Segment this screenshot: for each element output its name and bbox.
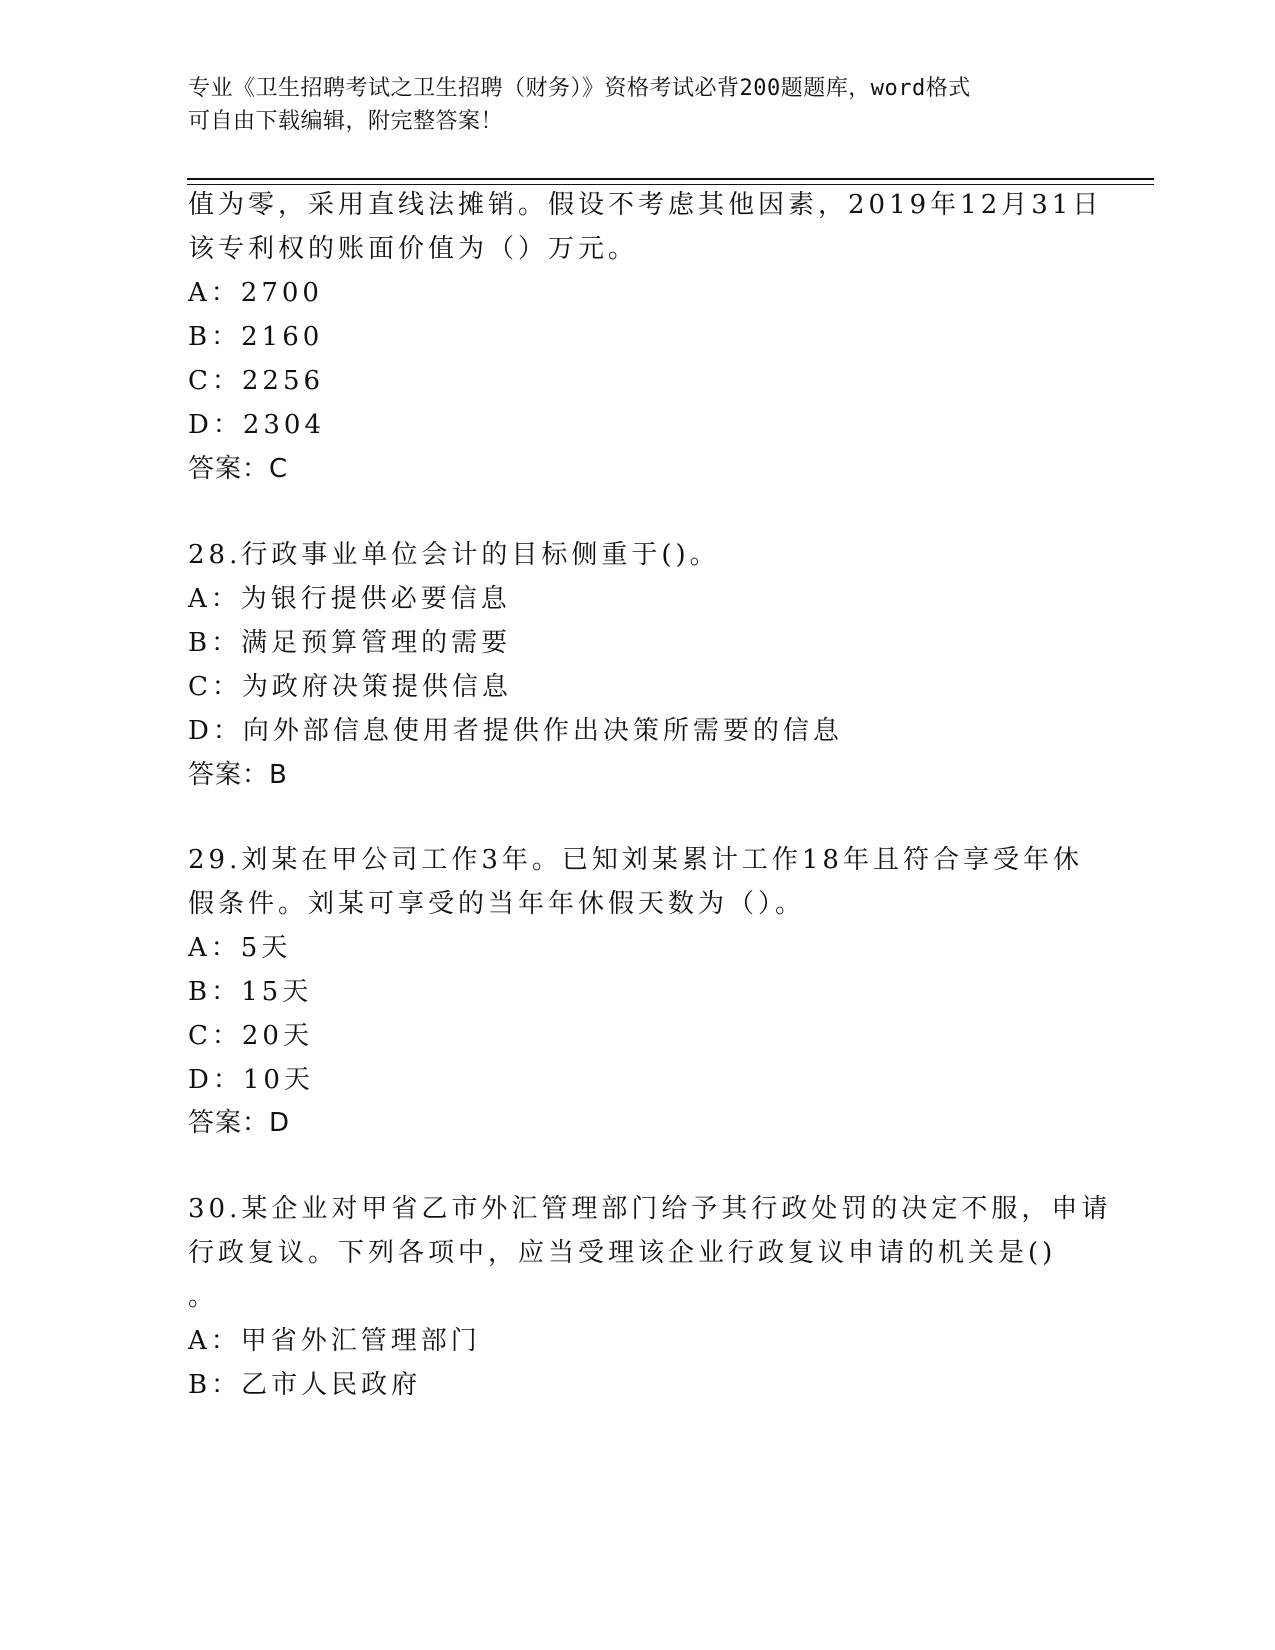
q28-answer: 答案：B [188,760,288,790]
q27-text-line-1: 值为零，采用直线法摊销。假设不考虑其他因素，2019年12月31日 [188,190,1103,220]
q27-option-a: A：2700 [188,278,323,308]
document-header [188,72,1068,138]
q28-option-d: D：向外部信息使用者提供作出决策所需要的信息 [188,716,843,746]
q29-text-line-1: 29.刘某在甲公司工作3年。已知刘某累计工作18年且符合享受年休 [188,845,1083,875]
q27-option-c: C：2256 [188,366,325,396]
q29-option-a: A：5天 [188,933,292,963]
q30-option-b: B：乙市人民政府 [188,1370,422,1400]
q28-option-c: C：为政府决策提供信息 [188,672,512,702]
header-divider-thin [187,184,1154,185]
q28-option-a: A：为银行提供必要信息 [188,584,511,614]
q29-option-d: D：10天 [188,1065,314,1095]
q29-answer: 答案：D [188,1108,291,1138]
q30-option-a: A：甲省外汇管理部门 [188,1326,481,1356]
q27-option-d: D：2304 [188,410,326,440]
q29-option-c: C：20天 [188,1021,313,1051]
q27-option-b: B：2160 [188,322,324,352]
q29-text-line-2: 假条件。刘某可享受的当年年休假天数为（）。 [188,889,806,919]
q30-text-line-3: 。 [188,1282,219,1312]
header-title-line-2: 可自由下载编辑，附完整答案！ [188,109,504,134]
q28-option-b: B：满足预算管理的需要 [188,628,512,658]
q28-text-line-1: 28.行政事业单位会计的目标侧重于()。 [188,540,720,570]
header-divider-thick [187,178,1154,180]
q30-text-line-1: 30.某企业对甲省乙市外汇管理部门给予其行政处罚的决定不服，申请 [188,1194,1112,1224]
q27-text-line-2: 该专利权的账面价值为（）万元。 [188,234,639,264]
q27-answer: 答案：C [188,454,289,484]
q29-option-b: B：15天 [188,977,313,1007]
q30-text-line-2: 行政复议。下列各项中，应当受理该企业行政复议申请的机关是() [188,1238,1057,1268]
header-title-line-1: 专业《卫生招聘考试之卫生招聘（财务）》资格考试必背200题题库，word格式 [188,76,971,101]
